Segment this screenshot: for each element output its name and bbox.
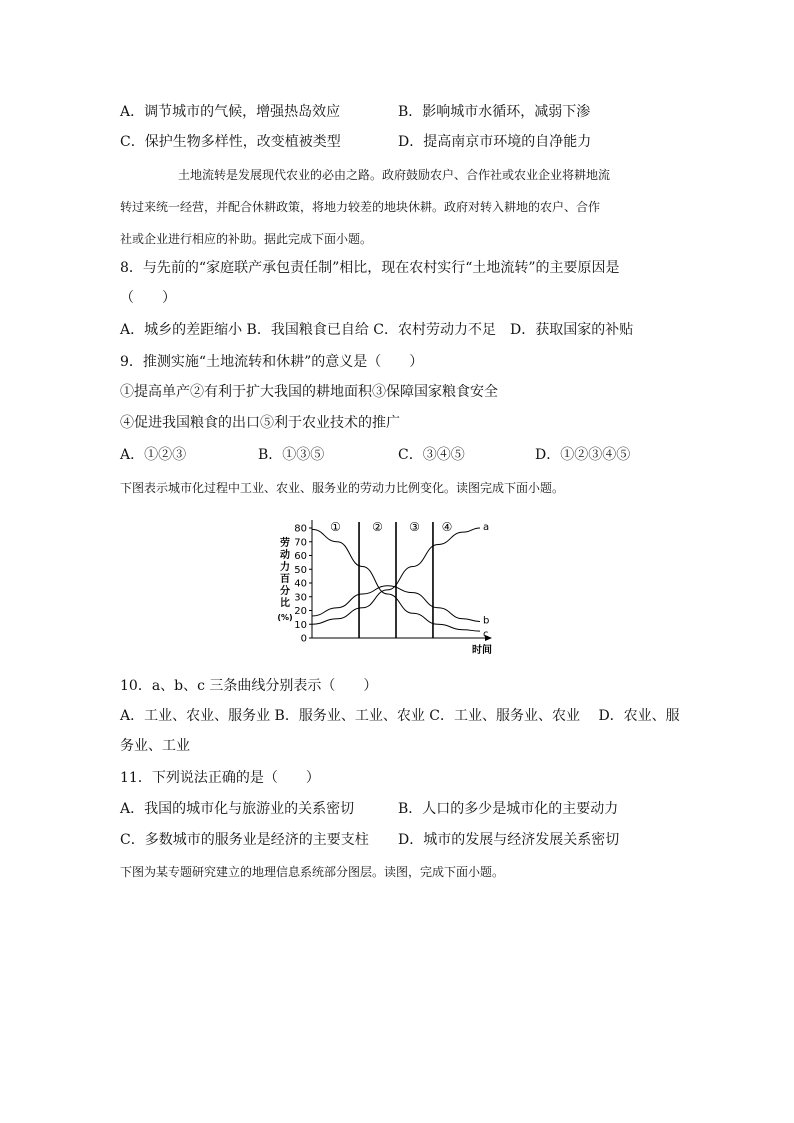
stage-label: ③ [409,520,420,534]
y-tick-label: 20 [294,606,307,617]
q8-stem: 8．与先前的“家庭联产承包责任制”相比，现在农村实行“土地流转”的主要原因是 [120,260,620,276]
y-axis-label: 劳动力百分比(%) [277,538,293,622]
q9-items-1: ①提高单产②有利于扩大我国的耕地面积③保障国家粮食安全 [120,384,498,400]
q9-items-2: ④促进我国粮食的出口⑤利于农业技术的推广 [120,415,400,431]
q7-option-d: D．提高南京市环境的自净能力 [398,134,592,150]
q9-option-d: D．①②③④⑤ [535,447,631,463]
stage-label: ④ [441,520,453,534]
stage-label: ② [372,520,383,534]
y-tick-label: 0 [300,633,307,645]
y-tick-label: 30 [294,592,307,604]
gis-intro: 下图为某专题研究建立的地理信息系统部分图层。读图，完成下面小题。 [120,865,505,879]
passage-line-2: 转过来统一经营，并配合休耕政策，将地力较差的地块休耕。政府对转入耕地的农户、合作 [120,200,601,214]
q8-options: A．城乡的差距缩小 B．我国粮食已自给 C．农村劳动力不足 D．获取国家的补贴 [120,322,634,338]
y-tick-label: 10 [294,619,307,631]
q11-option-b: B．人口的多少是城市化的主要动力 [398,801,619,817]
passage-line-1: 土地流转是发展现代农业的必由之路。政府鼓励农户、合作社或农业企业将耕地流 [178,168,611,182]
q10-options-cont: 务业、工业 [120,738,190,754]
q7-option-c: C．保护生物多样性，改变植被类型 [120,134,341,150]
q9-option-b: B．①③⑤ [258,447,325,463]
q7-option-b: B．影响城市水循环，减弱下渗 [398,104,591,120]
stage-label: ① [330,520,341,534]
q8-bracket: （ ） [120,290,176,306]
passage-line-3: 社或企业进行相应的补助。据此完成下面小题。 [120,232,373,246]
series-label-a: a [483,522,490,533]
q9-stem: 9．推测实施“土地流转和休耕”的意义是（ ） [120,354,424,370]
series-label-c: c [483,629,489,641]
y-tick-label: 60 [294,551,307,562]
q10-stem: 10．a、b、c 三条曲线分别表示（ ） [120,678,378,694]
y-tick-label: 40 [294,578,307,590]
y-tick-label: 50 [294,564,307,576]
y-tick-label: 80 [294,523,307,535]
q10-options: A．工业、农业、服务业 B．服务业、工业、农业 C．工业、服务业、农业 D．农业、服 [120,708,680,724]
q11-stem: 11．下列说法正确的是（ ） [120,770,320,786]
x-axis-label: 时间 [472,645,492,656]
q9-option-c: C．③④⑤ [398,447,465,463]
q9-option-a: A．①②③ [120,447,187,463]
labor-ratio-chart [270,512,500,662]
series-label-b: b [483,615,490,627]
q11-option-a: A．我国的城市化与旅游业的关系密切 [120,801,355,817]
chart-intro: 下图表示城市化过程中工业、农业、服务业的劳动力比例变化。读图完成下面小题。 [120,481,565,495]
q11-option-c: C．多数城市的服务业是经济的主要支柱 [120,832,369,848]
y-tick-label: 70 [294,537,307,549]
q7-option-a: A．调节城市的气候，增强热岛效应 [120,104,341,120]
q11-option-d: D．城市的发展与经济发展关系密切 [398,832,620,848]
